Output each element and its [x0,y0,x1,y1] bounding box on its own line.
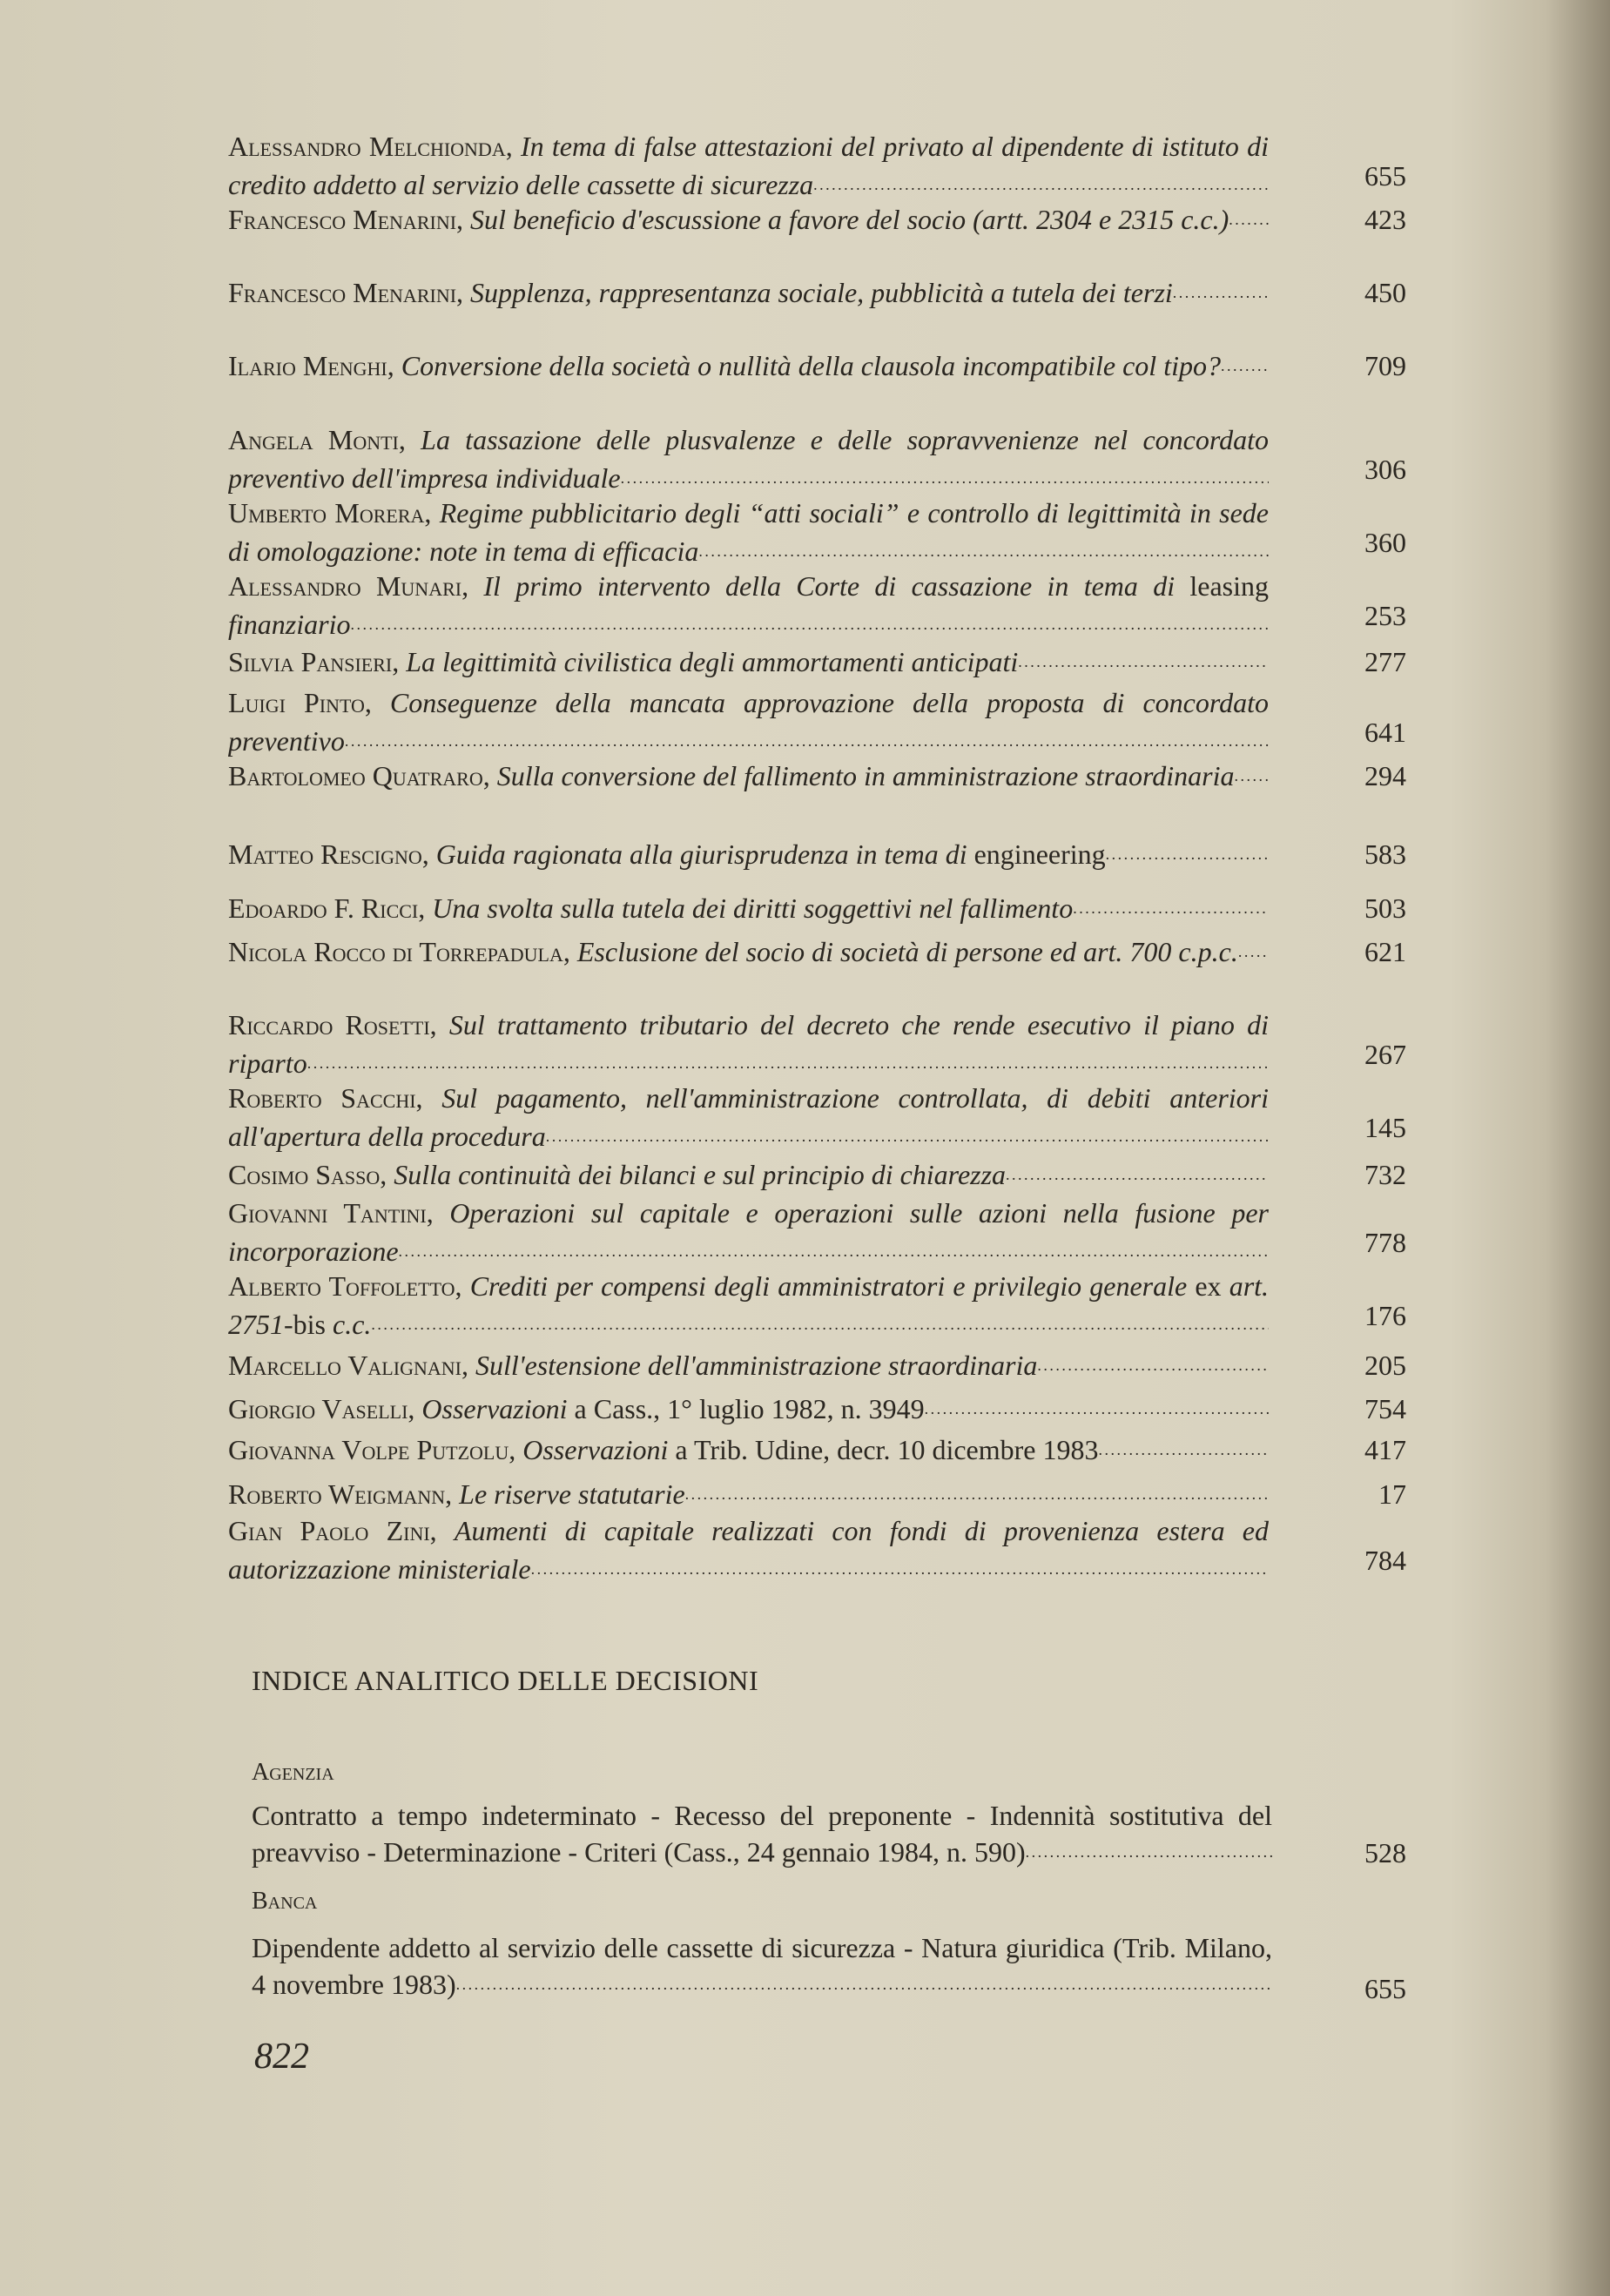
entry-author: Alberto Toffoletto [228,1270,455,1302]
index-entry [228,567,1269,643]
index-entry [228,347,1269,385]
entry-title: Sulla conversione del fallimento in amministrazione straordinaria [496,760,1235,791]
entry-title: c.c. [333,1309,372,1340]
entry-page: 277 [1364,646,1406,677]
index-entry [228,1267,1269,1343]
entry-title: Crediti per compensi degli amministratori e privilegio generale [469,1270,1196,1302]
entry-text: Riccardo Rosetti, Sul trattamento tributario del decreto che rende esecutivo il piano di riparto . . . [228,1009,1269,1079]
entry-text: Francesco Menarini, Supplenza, rappresentanza sociale, pubblicità a tutela dei terzi . . . [228,277,1173,308]
entry-text: Gian Paolo Zini, Aumenti di capitale realizzati con fondi di provenienza estera ed autorizzazione ministeriale . . . [228,1515,1269,1585]
entry-author: Matteo Rescigno [228,838,422,870]
entry-author: Roberto Weigmann [228,1478,446,1510]
entry-author: Roberto Sacchi [228,1082,416,1114]
entry-title: Sull'estensione dell'amministrazione straordinaria [475,1350,1038,1381]
entry-title: ex [1195,1270,1229,1302]
entry-title: Regime pubblicitario degli “atti sociali” e controllo di legittimità in sede di omologazione: note in tema di efficacia [228,497,1269,567]
decision-page: 655 [1364,1973,1406,2004]
entry-page: 450 [1364,277,1406,308]
entry-text: Cosimo Sasso, Sulla continuità dei bilanci e sul principio di chiarezza . . . [228,1159,1006,1190]
index-entry [228,1079,1269,1155]
entry-text: Silvia Pansieri, La legittimità civilistica degli ammortamenti anticipati . . . [228,646,1018,677]
entry-author: Luigi Pinto [228,687,365,718]
index-entry [228,933,1269,971]
entry-page: 267 [1364,1039,1406,1070]
entry-title: Il primo intervento della Corte di cassazione in tema di [483,570,1190,602]
entry-author: Francesco Menarini [228,204,457,235]
entry-text: Ilario Menghi, Conversione della società o nullità della clausola incompatibile col tipo? . . . [228,350,1221,381]
entry-page: 360 [1364,527,1406,558]
entry-text: Alberto Toffoletto, Crediti per compensi degli amministratori e privilegio generale ex art. 2751-bis c.c. . . . [228,1270,1269,1340]
entry-title: Sul pagamento, nell'amministrazione controllata, di debiti anteriori all'apertura della procedura [228,1082,1269,1152]
entry-author: Marcello Valignani [228,1350,461,1381]
entry-author: Ilario Menghi [228,350,387,381]
index-entry [228,200,1269,239]
entry-title: art. 2751 [228,1270,1269,1340]
entry-author: Gian Paolo Zini [228,1515,430,1546]
entry-author: Francesco Menarini [228,277,457,308]
entry-title: a Trib. Udine, decr. 10 dicembre 1983 [675,1434,1099,1465]
entry-title: Esclusione del socio di società di persone ed art. 700 c.p.c. [576,936,1238,967]
entry-title: Le riserve statutarie [459,1478,685,1510]
entry-page: 784 [1364,1545,1406,1576]
entry-page: 176 [1364,1300,1406,1331]
entry-title: Conversione della società o nullità della clausola incompatibile col tipo? [401,350,1221,381]
entry-page: 423 [1364,204,1406,235]
entry-author: Edoardo F. Ricci [228,892,419,924]
entry-page: 145 [1364,1112,1406,1143]
entry-title: Sul beneficio d'escussione a favore del socio (artt. 2304 e 2315 c.c.) [470,204,1229,235]
entry-author: Giorgio Vaselli [228,1393,408,1424]
entry-title: Osservazioni [421,1393,575,1424]
entry-page: 294 [1364,760,1406,791]
section-heading: INDICE ANALITICO DELLE DECISIONI [252,1665,759,1696]
decision-text: Dipendente addetto al servizio delle cassette di sicurezza - Natura giuridica (Trib. Milano, 4 novembre 1983) . . . [252,1932,1272,2000]
entry-text: Alessandro Melchionda, In tema di false attestazioni del privato al dipendente di istituto di credito addetto al servizio delle cassette di sicurezza . . . [228,131,1269,200]
index-entry [228,273,1269,312]
entry-title: Conseguenze della mancata approvazione della proposta di concordato preventivo [228,687,1269,757]
entry-page: 17 [1378,1478,1406,1510]
entry-author: Nicola Rocco di Torrepadula [228,936,563,967]
entry-author: Umberto Morera [228,497,425,529]
entry-text: Edoardo F. Ricci, Una svolta sulla tutela dei diritti soggettivi nel fallimento . . . [228,892,1073,924]
entry-text: Luigi Pinto, Conseguenze della mancata approvazione della proposta di concordato preventivo . . . [228,687,1269,757]
index-entry [228,1006,1269,1082]
entry-title: Sul trattamento tributario del decreto che rende esecutivo il piano di riparto [228,1009,1269,1079]
entry-title: Osservazioni [522,1434,676,1465]
entry-page: 754 [1364,1393,1406,1424]
entry-page: 583 [1364,838,1406,870]
entry-text: Umberto Morera, Regime pubblicitario degli “atti sociali” e controllo di legittimità in sede di omologazione: note in tema di efficacia . . . [228,497,1269,567]
index-entry [228,1194,1269,1270]
entry-page: 641 [1364,717,1406,748]
entry-title: a Cass., 1° luglio 1982, n. 3949 [574,1393,925,1424]
index-entry [228,1431,1269,1469]
entry-author: Alessandro Munari [228,570,462,602]
entry-page: 253 [1364,600,1406,631]
entry-author: Alessandro Melchionda [228,131,506,162]
page-number: 822 [254,2037,309,2077]
entry-title: In tema di false attestazioni del privato al dipendente di istituto di credito addetto al servizio delle cassette di sicurezza [228,131,1269,200]
entry-text: Matteo Rescigno, Guida ragionata alla giurisprudenza in tema di engineering . . . [228,838,1106,870]
entry-title: Supplenza, rappresentanza sociale, pubblicità a tutela dei terzi [470,277,1173,308]
entry-author: Silvia Pansieri [228,646,393,677]
entry-text: Roberto Sacchi, Sul pagamento, nell'amministrazione controllata, di debiti anteriori all'apertura della procedura . . . [228,1082,1269,1152]
entry-text: Giovanni Tantini, Operazioni sul capitale e operazioni sulle azioni nella fusione per incorporazione . . . [228,1197,1269,1267]
entry-title: Operazioni sul capitale e operazioni sulle azioni nella fusione per incorporazione [228,1197,1269,1267]
entry-text: Nicola Rocco di Torrepadula, Esclusione del socio di società di persone ed art. 700 c.p.c. . . . [228,936,1238,967]
entry-page: 621 [1364,936,1406,967]
entry-title: finanziario [228,609,351,640]
entry-title: -bis [284,1309,333,1340]
entry-author: Riccardo Rosetti [228,1009,430,1040]
decision-entry [252,1797,1272,1870]
index-entry [228,1512,1269,1588]
entry-page: 205 [1364,1350,1406,1381]
entry-text: Giorgio Vaselli, Osservazioni a Cass., 1° luglio 1982, n. 3949 . . . [228,1393,925,1424]
entry-title: Guida ragionata alla giurisprudenza in tema di [435,838,974,870]
index-entry [228,1155,1269,1194]
entry-page: 655 [1364,160,1406,192]
entry-title: engineering [973,838,1106,870]
entry-page: 417 [1364,1434,1406,1465]
entry-title: leasing [1189,570,1269,602]
entry-page: 306 [1364,454,1406,485]
entry-page: 709 [1364,350,1406,381]
entry-title: La legittimità civilistica degli ammortamenti anticipati [406,646,1019,677]
index-entry [228,835,1269,873]
entry-page: 778 [1364,1227,1406,1258]
entry-page: 503 [1364,892,1406,924]
entry-text: Alessandro Munari, Il primo intervento della Corte di cassazione in tema di leasing finanziario . . . [228,570,1269,640]
entry-text: Marcello Valignani, Sull'estensione dell'amministrazione straordinaria . . . [228,1350,1037,1381]
decision-entry [252,1929,1272,2003]
index-entry [228,683,1269,760]
category-agenzia: Agenzia [252,1759,334,1786]
entry-text: Roberto Weigmann, Le riserve statutarie . . . [228,1478,685,1510]
category-banca: Banca [252,1888,318,1915]
entry-text: Bartolomeo Quatraro, Sulla conversione del fallimento in amministrazione straordinaria . . . [228,760,1235,791]
index-entry [228,643,1269,681]
entry-text: Angela Monti, La tassazione delle plusvalenze e delle sopravvenienze nel concordato preventivo dell'impresa individuale . . . [228,424,1269,494]
entry-title: Sulla continuità dei bilanci e sul principio di chiarezza [394,1159,1007,1190]
entry-text: Giovanna Volpe Putzolu, Osservazioni a Trib. Udine, decr. 10 dicembre 1983 . . . [228,1434,1098,1465]
entry-author: Giovanna Volpe Putzolu [228,1434,509,1465]
index-entry [228,889,1269,927]
index-entry [228,127,1269,204]
entry-title: Aumenti di capitale realizzati con fondi di provenienza estera ed autorizzazione ministeriale [228,1515,1269,1585]
entry-text: Francesco Menarini, Sul beneficio d'escussione a favore del socio (artt. 2304 e 2315 c.c.) . . . [228,204,1229,235]
decision-text: Contratto a tempo indeterminato - Recesso del preponente - Indennità sostitutiva del preavviso - Determinazione - Criteri (Cass., 24 gennaio 1984, n. 590) . . . [252,1800,1272,1868]
entry-title: La tassazione delle plusvalenze e delle sopravvenienze nel concordato preventivo dell'impresa individuale [228,424,1269,494]
index-entry [228,494,1269,570]
index-entry [228,1346,1269,1384]
index-entry [228,757,1269,795]
index-entry [228,1475,1269,1513]
entry-author: Giovanni Tantini [228,1197,427,1229]
index-entry [228,421,1269,497]
entry-title: Una svolta sulla tutela dei diritti soggettivi nel fallimento [432,892,1074,924]
entry-page: 732 [1364,1159,1406,1190]
decision-page: 528 [1364,1837,1406,1868]
entry-author: Angela Monti [228,424,399,455]
entry-author: Cosimo Sasso [228,1159,381,1190]
index-entry [228,1390,1269,1428]
entry-author: Bartolomeo Quatraro [228,760,483,791]
